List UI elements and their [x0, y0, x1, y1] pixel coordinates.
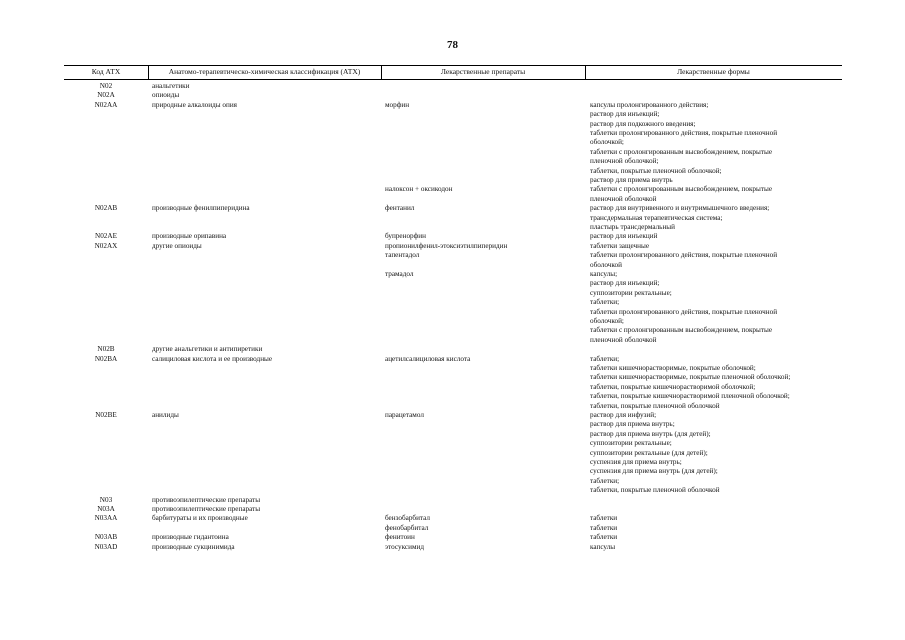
dosage-form-cell: оболочкой: [590, 260, 622, 269]
classification-cell: барбитураты и их производные: [152, 514, 248, 523]
classification-cell: производные фенилпиперидина: [152, 204, 250, 213]
atc-code-cell: N02AB: [94, 204, 118, 213]
header-top-rule: [64, 65, 842, 66]
table-row: [0, 542, 905, 552]
classification-cell: производные гидантоина: [152, 533, 229, 542]
dosage-form-cell: пластырь трансдермальный: [590, 223, 675, 231]
dosage-form-cell: таблетки: [590, 523, 618, 532]
atc-code-cell: N02B: [97, 345, 115, 354]
dosage-form-cell: таблетки пролонгированного действия, покрытые пленочной: [590, 251, 778, 260]
classification-cell: противоэпилептические препараты: [152, 495, 261, 504]
dosage-form-cell: таблетки;: [590, 298, 620, 307]
dosage-form-cell: раствор для приема внутрь (для детей);: [590, 429, 711, 438]
atc-code-cell: N02BA: [94, 354, 118, 363]
dosage-form-cell: раствор для приема внутрь;: [590, 420, 675, 429]
classification-cell: противоэпилептические препараты: [152, 505, 261, 513]
header-classification: Анатомо-терапевтическо-химическая классификация (АТХ): [168, 67, 361, 76]
drug-cell: тапентадол: [385, 251, 420, 260]
atc-code-cell: N02AX: [94, 241, 118, 250]
dosage-form-cell: раствор для инъекций: [590, 232, 658, 241]
drug-cell: парацетамол: [385, 411, 424, 419]
drug-cell: бупренорфин: [385, 232, 426, 241]
classification-cell: опиоиды: [152, 91, 180, 100]
dosage-form-cell: капсулы пролонгированного действия;: [590, 100, 709, 109]
dosage-form-cell: таблетки: [590, 514, 618, 523]
dosage-form-cell: оболочкой;: [590, 138, 624, 147]
drug-cell: трамадол: [385, 270, 414, 278]
dosage-form-cell: таблетки с пролонгированным высвобождением, покрытые: [590, 185, 773, 194]
atc-code-cell: N03AA: [94, 514, 118, 523]
dosage-form-cell: пленочной оболочкой: [590, 335, 657, 344]
dosage-form-cell: таблетки, покрытые пленочной оболочкой: [590, 486, 720, 495]
atc-code-cell: N02BE: [95, 411, 117, 419]
dosage-form-cell: таблетки с пролонгированным высвобождением, покрытые: [590, 147, 773, 156]
dosage-form-cell: таблетки, покрытые кишечнорастворимой оболочкой;: [590, 382, 756, 391]
drug-cell: фенобарбитал: [385, 523, 429, 532]
classification-cell: салициловая кислота и ее производные: [152, 354, 273, 363]
classification-cell: природные алкалоиды опия: [152, 100, 237, 109]
dosage-form-cell: таблетки защечные: [590, 241, 650, 250]
header-forms: Лекарственные формы: [677, 67, 750, 76]
atc-code-cell: N03: [99, 495, 113, 504]
drug-cell: бензобарбитал: [385, 514, 431, 523]
atc-code-cell: N02: [99, 82, 113, 90]
dosage-form-cell: таблетки, покрытые кишечнорастворимой пленочной оболочкой;: [590, 392, 790, 401]
dosage-form-cell: пленочной оболочкой;: [590, 157, 659, 166]
dosage-form-cell: суппозитории ректальные;: [590, 288, 672, 297]
dosage-form-cell: раствор для внутривенного и внутримышечного введения;: [590, 204, 770, 213]
dosage-form-cell: раствор для приема внутрь: [590, 176, 673, 184]
dosage-form-cell: раствор для инъекций;: [590, 279, 660, 288]
atc-code-cell: N02AA: [94, 100, 118, 109]
dosage-form-cell: суспензия для приема внутрь;: [590, 458, 682, 466]
drug-cell: ацетилсалициловая кислота: [385, 354, 471, 363]
drug-cell: налоксон + оксикодон: [385, 185, 453, 194]
dosage-form-cell: таблетки кишечнорастворимые, покрытые оболочкой;: [590, 364, 756, 372]
dosage-form-cell: раствор для инфузий;: [590, 411, 657, 419]
classification-cell: другие опиоиды: [152, 241, 202, 250]
dosage-form-cell: суспензия для приема внутрь (для детей);: [590, 467, 718, 476]
dosage-form-cell: трансдермальная терапевтическая система;: [590, 213, 723, 222]
dosage-form-cell: таблетки;: [590, 354, 620, 363]
dosage-form-cell: капсулы: [590, 542, 616, 551]
drug-cell: этосуксимид: [385, 542, 424, 551]
drug-cell: фентанил: [385, 204, 415, 213]
dosage-form-cell: таблетки пролонгированного действия, покрытые пленочной: [590, 307, 778, 316]
dosage-form-cell: капсулы;: [590, 270, 618, 278]
header-code: Код АТХ: [91, 67, 121, 76]
classification-cell: анальгетики: [152, 82, 190, 90]
dosage-form-cell: суппозитории ректальные;: [590, 439, 672, 448]
dosage-form-cell: суппозитории ректальные (для детей);: [590, 448, 708, 457]
dosage-form-cell: таблетки, покрытые пленочной оболочкой: [590, 401, 720, 410]
drug-cell: пропионилфенил-этоксиэтилпиперидин: [385, 241, 508, 250]
atc-code-cell: N03AB: [94, 533, 118, 542]
dosage-form-cell: пленочной оболочкой: [590, 194, 657, 203]
atc-code-cell: N03A: [97, 505, 115, 513]
classification-cell: другие анальгетики и антипиретики: [152, 345, 263, 354]
classification-cell: анилиды: [152, 411, 179, 419]
header-drugs: Лекарственные препараты: [440, 67, 526, 76]
atc-code-cell: N02AE: [95, 232, 117, 241]
dosage-form-cell: таблетки пролонгированного действия, покрытые пленочной: [590, 129, 778, 137]
dosage-form-cell: таблетки, покрытые пленочной оболочкой;: [590, 166, 722, 175]
atc-code-cell: N02A: [97, 91, 115, 100]
drug-cell: фенитоин: [385, 533, 415, 542]
dosage-form-cell: таблетки: [590, 533, 618, 542]
dosage-form-cell: таблетки кишечнорастворимые, покрытые пленочной оболочкой;: [590, 373, 791, 382]
atc-code-cell: N03AD: [94, 542, 118, 551]
drug-cell: морфин: [385, 100, 410, 109]
dosage-form-cell: таблетки;: [590, 476, 620, 485]
classification-cell: производные сукцинимида: [152, 542, 235, 551]
header-bottom-rule: [64, 79, 842, 80]
page-number: 78: [447, 39, 458, 51]
classification-cell: производные орипавина: [152, 232, 227, 241]
dosage-form-cell: раствор для подкожного введения;: [590, 119, 696, 128]
dosage-form-cell: оболочкой;: [590, 317, 624, 325]
dosage-form-cell: таблетки с пролонгированным высвобождением, покрытые: [590, 326, 773, 335]
dosage-form-cell: раствор для инъекций;: [590, 110, 660, 119]
